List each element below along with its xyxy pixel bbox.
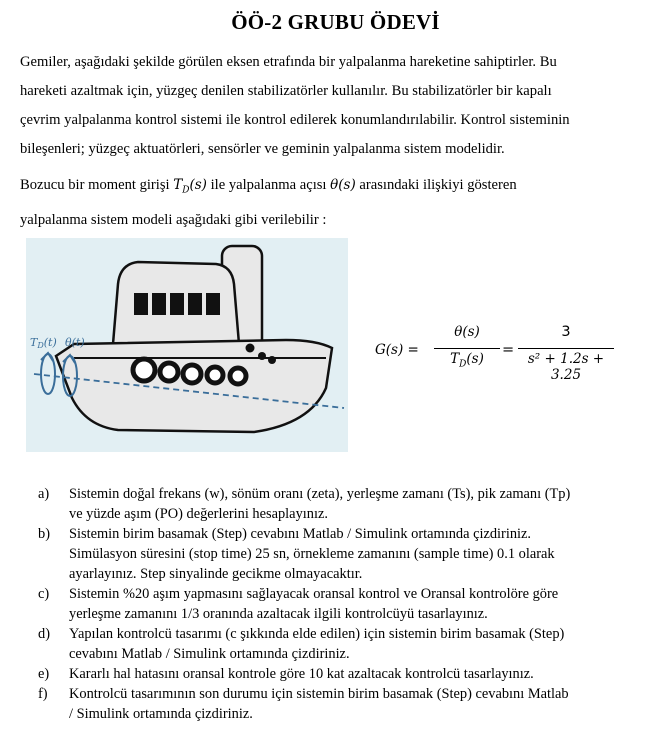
ratio-numerator: θ(s): [454, 324, 480, 340]
question-line: yerleşme zamanını 1/3 oranında azaltacak ilgili kontrolcüyü tasarlayınız.: [69, 606, 488, 622]
transfer-function: [372, 318, 612, 382]
question-line: Kararlı hal hatasını oransal kontrole göre 10 kat azaltacak kontrolcü tasarlayınız.: [69, 666, 534, 682]
question-line: Sistemin birim basamak (Step) cevabını Matlab / Simulink ortamında çizdiriniz.: [69, 526, 532, 542]
tf-fraction-bar: [518, 348, 614, 349]
question-line: Kontrolcü tasarımının son durumu için sistemin birim basamak (Step) cevabını Matlab: [69, 686, 569, 702]
question-line: cevabını Matlab / Simulink ortamında çizdiriniz.: [69, 646, 350, 662]
page-title: ÖÖ-2 GRUBU ÖDEVİ: [231, 10, 440, 34]
tf-numerator: 3: [561, 324, 571, 340]
question-line: ayarlayınız. Step sinyalinde gecikme olmayacaktır.: [69, 566, 363, 582]
question-label: b): [38, 526, 50, 542]
angle-label: θ(t): [65, 336, 85, 349]
ship-roll-figure: [26, 238, 348, 452]
intro-line-4: bileşenleri; yüzgeç aktuatörleri, sensörler ve geminin yalpalanma sistem modelidir.: [20, 141, 505, 157]
intro-paragraph: [20, 48, 652, 164]
relation-line-2: yalpalanma sistem modeli aşağıdaki gibi verilebilir :: [20, 211, 327, 228]
question-label: e): [38, 666, 50, 682]
question-line: Yapılan kontrolcü tasarımı (c şıkkında elde edilen) için sistemin birim basamak (Step): [69, 626, 565, 642]
ratio-denominator: $T_D(s)$: [450, 351, 484, 370]
input-symbol: $T_D(s)$: [173, 177, 207, 196]
equals-sign: =: [502, 342, 515, 358]
intro-line-1: Gemiler, aşağıdaki şekilde görülen eksen etrafında bir yalpalanma hareketine sahiptirler. Bu: [20, 54, 557, 70]
question-line: Sistemin %20 aşım yapmasını sağlayacak oransal kontrol ve Oransal kontrolöre göre: [69, 586, 559, 602]
question-label: c): [38, 586, 50, 602]
ship-illustration: [26, 238, 348, 452]
torque-label: TD(t): [30, 336, 57, 350]
relation-part-1: Bozucu bir moment girişi: [20, 177, 170, 193]
output-symbol: θ(s): [330, 177, 356, 193]
relation-part-3: arasındaki ilişkiyi gösteren: [359, 177, 517, 193]
intro-line-3: çevrim yalpalanma kontrol sistemi ile kontrol edilerek konumlandırılabilir. Kontrol sisteminin: [20, 112, 570, 128]
relation-part-2: ile yalpalanma açısı: [210, 177, 327, 193]
intro-line-2: hareketi azaltmak için, yüzgeç denilen stabilizatörler kullanılır. Bu stabilizatörler bir kapalı: [20, 83, 552, 99]
question-label: f): [38, 686, 48, 702]
tf-denominator: s² + 1.2s + 3.25: [527, 351, 605, 383]
relation-paragraph: [20, 171, 652, 235]
question-line: / Simulink ortamında çizdiriniz.: [69, 706, 253, 722]
question-label: d): [38, 626, 50, 642]
question-line: ve yüzde aşım (PO) değerlerini hesaplayınız.: [69, 506, 328, 522]
ratio-fraction-bar: [434, 348, 500, 349]
equation-lhs: G(s) =: [375, 342, 419, 358]
question-line: Sistemin doğal frekans (w), sönüm oranı (zeta), yerleşme zamanı (Ts), pik zamanı (Tp): [69, 486, 571, 502]
question-line: Simülasyon süresini (stop time) 25 sn, örnekleme zamanını (sample time) 0.1 olarak: [69, 546, 555, 562]
question-label: a): [38, 486, 50, 502]
